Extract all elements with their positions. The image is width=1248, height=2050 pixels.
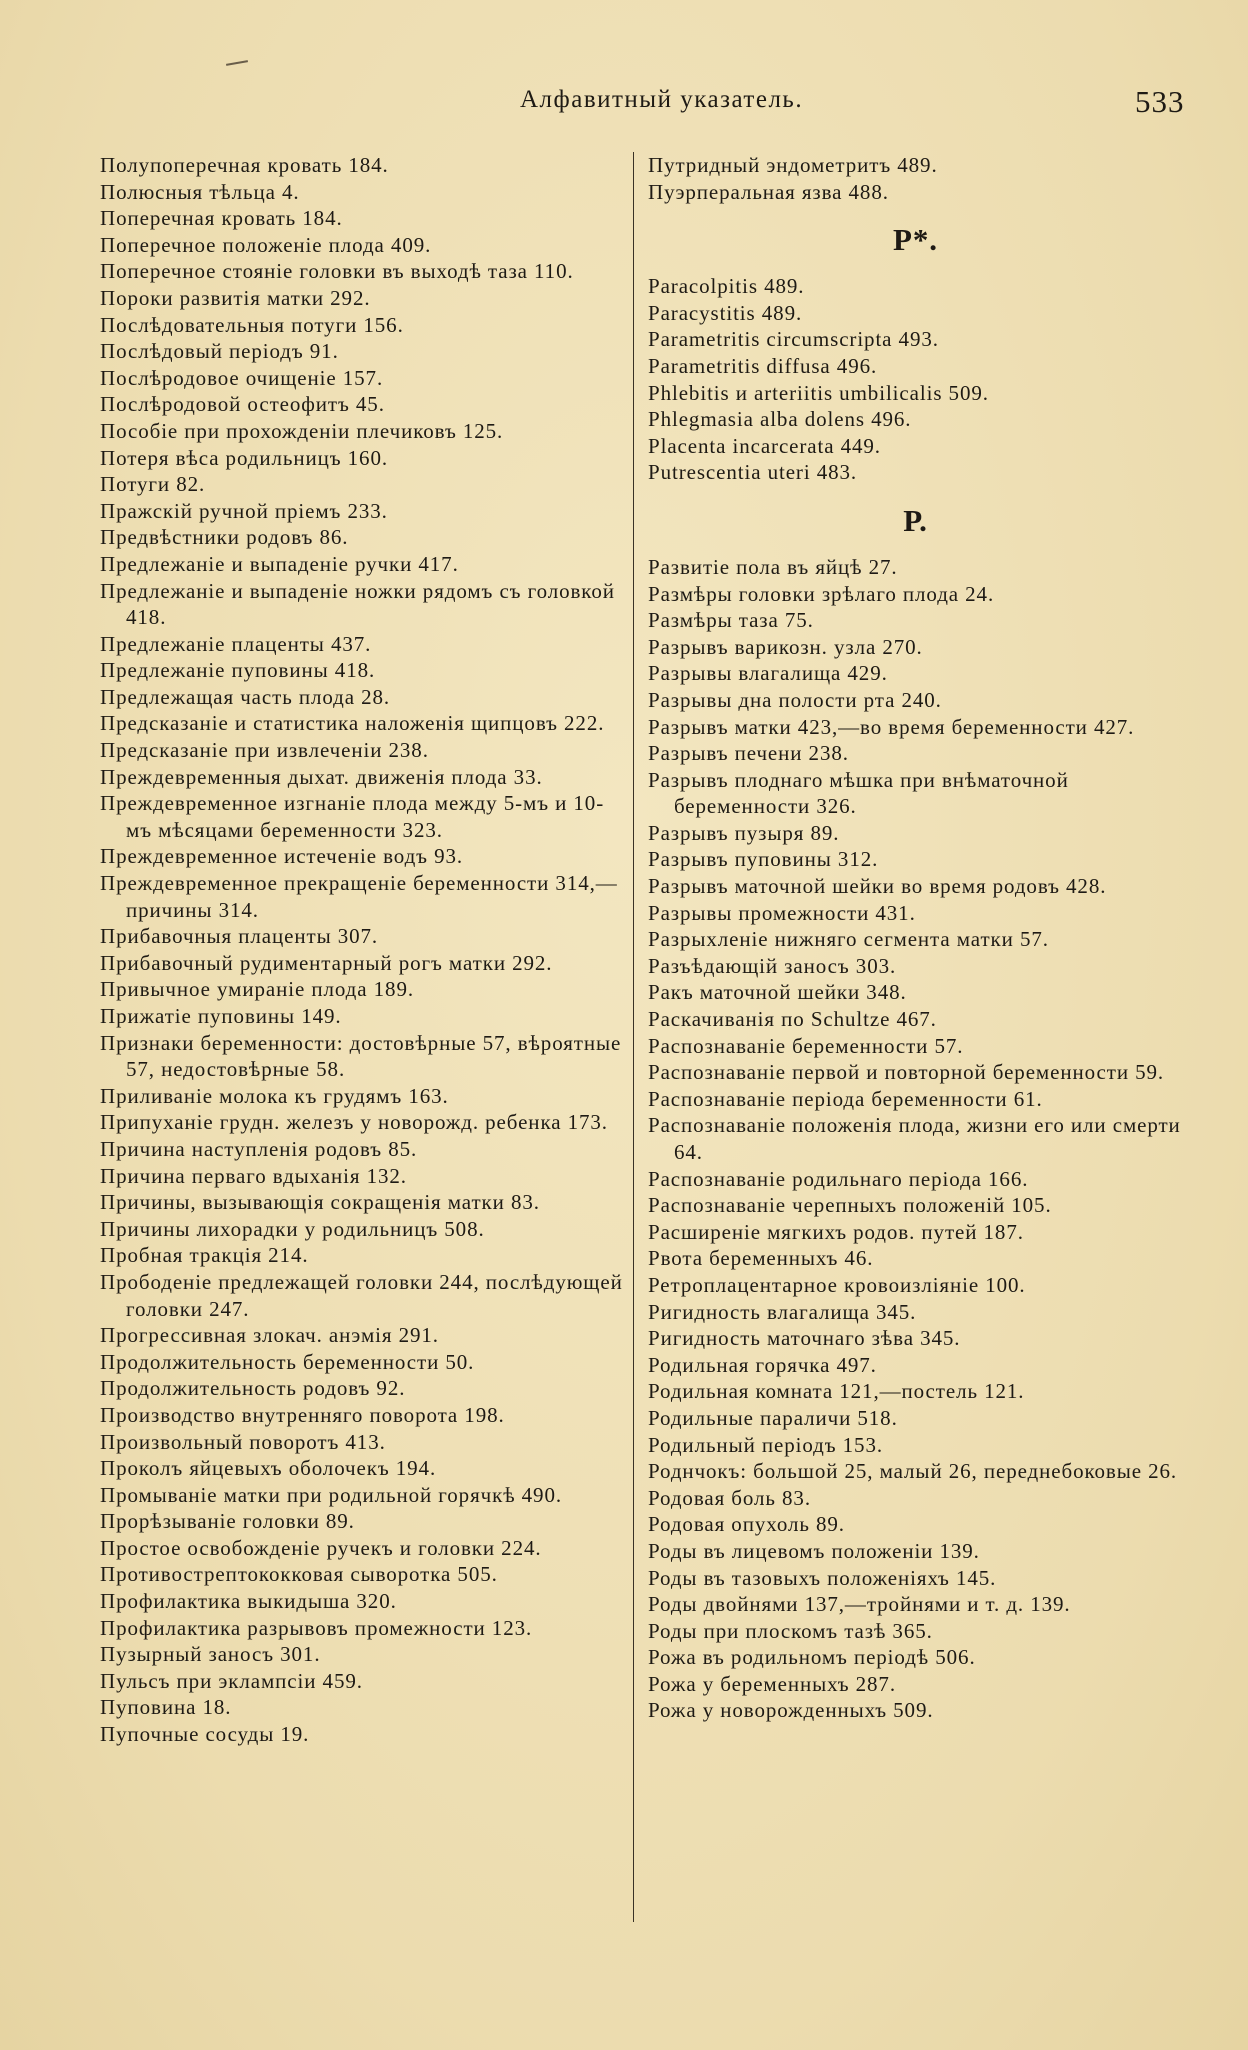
index-entry: Рожа въ родильномъ періодѣ 506. <box>648 1645 976 1670</box>
index-entry: Предлежаніе пуповины 418. <box>100 658 376 683</box>
index-entry: Роды при плоскомъ тазѣ 365. <box>648 1618 933 1643</box>
index-entry: Проколъ яйцевыхъ оболочекъ 194. <box>100 1456 437 1481</box>
index-entry: Продолжительность беременности 50. <box>100 1349 475 1374</box>
index-entry: Родовая опухоль 89. <box>648 1512 845 1537</box>
index-group-continued <box>648 152 1183 205</box>
index-entry: Поперечная кровать 184. <box>100 206 343 231</box>
index-entry: Профилактика разрывовъ промежности 123. <box>100 1615 533 1640</box>
index-entry: Пражскій ручной пріемъ 233. <box>100 498 388 523</box>
index-entry: Поперечное положеніе плода 409. <box>100 232 432 257</box>
index-entry: Разрывъ плоднаго мѣшка при внѣматочной беременности 326. <box>648 767 1069 819</box>
index-entry: Putrescentia uteri 483. <box>648 460 858 485</box>
index-entry: Роды двойнями 137,—тройнями и т. д. 139. <box>648 1592 1071 1617</box>
index-entry: Причина перваго вдыханія 132. <box>100 1163 407 1188</box>
index-entry: Пробная тракція 214. <box>100 1243 309 1268</box>
index-entry: Пуэрперальная язва 488. <box>648 179 889 204</box>
index-entry: Paracolpitis 489. <box>648 274 805 299</box>
index-entry: Распознаваніе періода беременности 61. <box>648 1086 1043 1111</box>
index-entry: Признаки беременности: достовѣрные 57, вѣроятные 57, недостовѣрные 58. <box>100 1030 622 1082</box>
index-entry: Размѣры головки зрѣлаго плода 24. <box>648 581 995 606</box>
index-entry: Разрывы дна полости рта 240. <box>648 687 942 712</box>
index-entry: Раскачиванія по Schultze 467. <box>648 1007 937 1032</box>
index-entry: Пузырный заносъ 301. <box>100 1642 321 1667</box>
page-number: 533 <box>1135 84 1185 119</box>
index-entry: Пульсъ при эклампсіи 459. <box>100 1668 363 1693</box>
index-entry: Предсказаніе и статистика наложенія щипцовъ 222. <box>100 711 605 736</box>
index-entry: Послѣдовый періодъ 91. <box>100 339 339 364</box>
index-entry: Преждевременное изгнаніе плода между 5-мъ и 10-мъ мѣсяцами беременности 323. <box>100 791 605 842</box>
index-entry: Профилактика выкидыша 320. <box>100 1589 397 1614</box>
index-entry: Производство внутренняго поворота 198. <box>100 1402 505 1427</box>
index-entry: Прибавочный рудиментарный рогъ матки 292. <box>100 950 553 975</box>
index-entry: Предвѣстники родовъ 86. <box>100 525 349 550</box>
index-entry: Ретроплацентарное кровоизліяніе 100. <box>648 1272 1026 1297</box>
index-entry: Послѣродовой остеофитъ 45. <box>100 392 385 417</box>
index-entry: Причины, вызывающія сокращенія матки 83. <box>100 1190 540 1215</box>
index-entry: Причина наступленія родовъ 85. <box>100 1136 418 1161</box>
index-entry: Преждевременное истеченіе водъ 93. <box>100 844 464 869</box>
index-entry: Полюсныя тѣльца 4. <box>100 179 300 204</box>
index-entry: Распознаваніе черепныхъ положеній 105. <box>648 1193 1052 1218</box>
index-entry: Полупоперечная кровать 184. <box>100 153 389 177</box>
index-entry: Потуги 82. <box>100 472 206 497</box>
index-entry: Ригидность влагалища 345. <box>648 1299 917 1324</box>
index-entry: Прогрессивная злокач. анэмія 291. <box>100 1323 439 1348</box>
index-entry: Прорѣзываніе головки 89. <box>100 1509 355 1534</box>
index-entry: Роды въ лицевомъ положеніи 139. <box>648 1538 980 1563</box>
index-entry: Родовая боль 83. <box>648 1485 811 1510</box>
index-entry: Разрывъ печени 238. <box>648 741 849 766</box>
index-entry: Расширеніе мягкихъ родов. путей 187. <box>648 1219 1024 1244</box>
index-group-cyrillic <box>648 554 1183 1724</box>
index-entry: Роды въ тазовыхъ положеніяхъ 145. <box>648 1565 997 1590</box>
index-entry: Родильная горячка 497. <box>648 1352 877 1377</box>
index-entry: Преждевременное прекращеніе беременности 314,—причины 314. <box>100 871 618 922</box>
index-entry: Разрывъ матки 423,—во время беременности 427. <box>648 714 1135 739</box>
index-entry: Привычное умираніе плода 189. <box>100 977 414 1002</box>
running-head: Алфавитный указатель. <box>520 86 804 113</box>
index-entry: Распознаваніе беременности 57. <box>648 1033 964 1058</box>
index-entry: Parametritis circumscripta 493. <box>648 327 939 352</box>
index-group-latin <box>648 273 1183 486</box>
index-entry: Разрыхленіе нижняго сегмента матки 57. <box>648 927 1049 952</box>
index-entry: Размѣры таза 75. <box>648 608 814 633</box>
index-entry: Распознаваніе родильнаго періода 166. <box>648 1166 1029 1191</box>
index-entry: Родильный періодъ 153. <box>648 1432 883 1457</box>
index-entry: Ракъ маточной шейки 348. <box>648 980 907 1005</box>
index-entry: Placenta incarcerata 449. <box>648 433 881 458</box>
index-entry: Рожа у беременныхъ 287. <box>648 1671 896 1696</box>
index-entry: Противострептококковая сыворотка 505. <box>100 1562 498 1587</box>
index-column-left <box>100 152 630 1748</box>
index-entry: Предлежаніе плаценты 437. <box>100 631 372 656</box>
index-entry: Распознаваніе первой и повторной беременности 59. <box>648 1060 1165 1085</box>
index-entry: Родильная комната 121,—постель 121. <box>648 1379 1025 1404</box>
index-entry: Пособіе при прохожденіи плечиковъ 125. <box>100 418 504 443</box>
index-entry: Прободеніе предлежащей головки 244, послѣдующей головки 247. <box>100 1269 623 1321</box>
index-entry: Роднчокъ: большой 25, малый 26, переднебоковые 26. <box>648 1459 1178 1484</box>
section-heading-latin: P*. <box>893 222 938 258</box>
column-divider <box>633 152 634 1922</box>
index-column-right <box>648 152 1183 1724</box>
index-entry: Paracystitis 489. <box>648 300 803 325</box>
index-entry: Пороки развитія матки 292. <box>100 285 371 310</box>
index-entry: Промываніе матки при родильной горячкѣ 490. <box>100 1482 563 1507</box>
index-entry: Phlebitis и arteriitis umbilicalis 509. <box>648 380 989 405</box>
index-entry: Предлежаніе и выпаденіе ручки 417. <box>100 551 459 576</box>
index-entry: Путридный эндометритъ 489. <box>648 153 938 177</box>
index-entry: Поперечное стояніе головки въ выходѣ таза 110. <box>100 259 574 284</box>
index-entry: Рвота беременныхъ 46. <box>648 1246 874 1271</box>
index-entry: Послѣдовательныя потуги 156. <box>100 312 404 337</box>
index-entry: Потеря вѣса родильницъ 160. <box>100 445 389 470</box>
index-entry: Ригидность маточнаго зѣва 345. <box>648 1326 961 1351</box>
index-entry: Пупочные сосуды 19. <box>100 1722 310 1747</box>
index-entry: Пуповина 18. <box>100 1695 232 1720</box>
index-entry: Разрывъ пуповины 312. <box>648 847 879 872</box>
index-entry: Развитіе пола въ яйцѣ 27. <box>648 554 898 579</box>
index-entry: Разрывъ варикозн. узла 270. <box>648 634 923 659</box>
index-entry: Разъѣдающій заносъ 303. <box>648 953 897 978</box>
index-entry: Послѣродовое очищеніе 157. <box>100 365 384 390</box>
index-entry: Припуханіе грудн. железъ у новорожд. ребенка 173. <box>100 1110 608 1135</box>
index-entry: Рожа у новорожденныхъ 509. <box>648 1698 934 1723</box>
index-entry: Простое освобожденіе ручекъ и головки 224. <box>100 1535 542 1560</box>
section-heading-cyrillic: Р. <box>903 502 928 538</box>
index-entry: Предсказаніе при извлеченіи 238. <box>100 738 429 763</box>
index-entry: Преждевременныя дыхат. движенія плода 33. <box>100 764 543 789</box>
index-entry: Родильные параличи 518. <box>648 1405 898 1430</box>
index-entry: Разрывъ маточной шейки во время родовъ 428. <box>648 874 1107 899</box>
index-entry: Phlegmasia alba dolens 496. <box>648 407 912 432</box>
printing-mark <box>226 60 248 66</box>
index-entry: Приливаніе молока къ грудямъ 163. <box>100 1083 449 1108</box>
index-entry: Разрывъ пузыря 89. <box>648 820 840 845</box>
index-entry: Разрывы влагалища 429. <box>648 661 888 686</box>
index-entry: Продолжительность родовъ 92. <box>100 1376 406 1401</box>
index-entry: Распознаваніе положенія плода, жизни его или смерти 64. <box>648 1113 1181 1164</box>
index-entry: Прижатіе пуповины 149. <box>100 1004 342 1028</box>
index-entry: Предлежаніе и выпаденіе ножки рядомъ съ головкой 418. <box>100 578 615 630</box>
index-entry: Причины лихорадки у родильницъ 508. <box>100 1216 485 1241</box>
index-entry: Предлежащая часть плода 28. <box>100 684 391 709</box>
index-entry: Произвольный поворотъ 413. <box>100 1429 386 1454</box>
index-entry: Прибавочныя плаценты 307. <box>100 924 379 949</box>
index-entry: Parametritis diffusa 496. <box>648 353 878 378</box>
index-entry: Разрывы промежности 431. <box>648 900 916 925</box>
